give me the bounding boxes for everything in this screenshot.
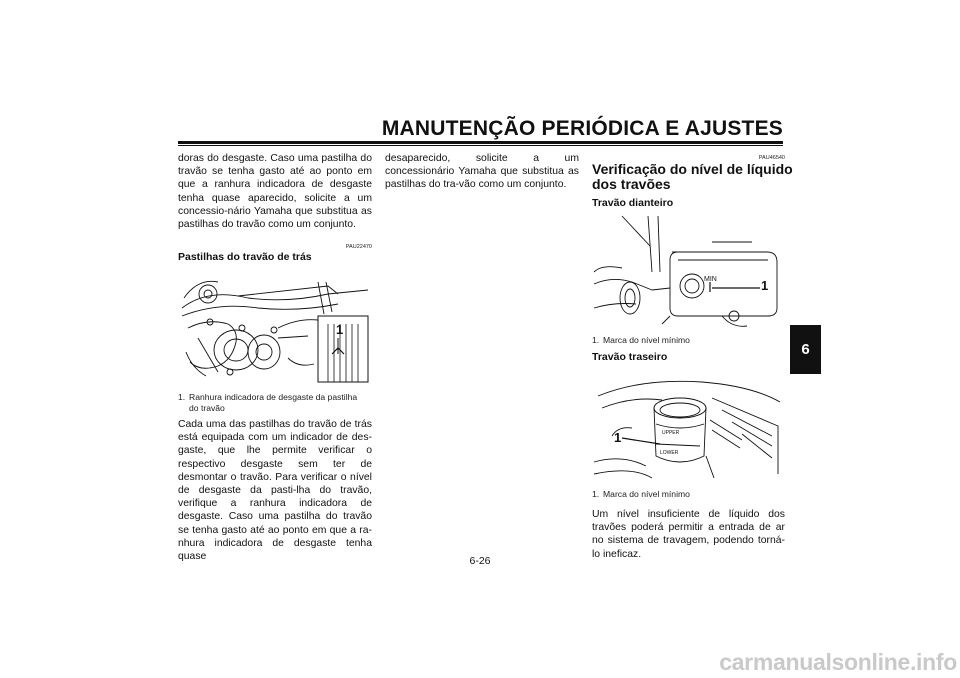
upper-mark-label: UPPER [662,430,680,436]
pad-figure-caption: 1. Ranhura indicadora de desgaste da pastilha do travão [178,392,358,413]
rear-reservoir-illustration [592,366,785,484]
min-mark-label: MIN [704,276,717,283]
pad-callout-number: 1 [336,322,344,337]
page-title: MANUTENÇÃO PERIÓDICA E AJUSTES [381,117,783,140]
front-reservoir-illustration [592,212,785,330]
front-brake-subheading: Travão dianteiro [592,197,674,209]
header-rule-thin [178,145,783,146]
lower-mark-label: LOWER [660,450,679,456]
rear-figure-caption: 1. Marca do nível mínimo [592,489,690,499]
section-code: PAU22470 [345,244,372,250]
header-rule [178,141,783,144]
section-code-fluid: PAU46540 [758,155,785,161]
page-number: 6-26 [469,555,491,567]
rear-brake-subheading: Travão traseiro [592,351,668,363]
rear-pads-heading: Pastilhas do travão de trás [178,251,312,263]
rear-brake-pad-illustration [178,268,372,386]
fluid-level-heading: Verificação do nível de líquido dos travões [592,161,793,192]
pad-wear-paragraph: Cada uma das pastilhas do travão de trás está equipada com um indicador de des-gaste, que lhe permite verificar o respectivo desgaste sem ter de desmontar o travão. Para verificar o nível de desgaste da pasti-lha do travão, verifique a ranhura indicadora de desgaste. Caso uma pastilha do travão se tenha gasto até ao ponto em que a ra-nhura indicadora de desgaste tenha quase [178,419,372,563]
rear-callout-number: 1 [614,430,622,445]
intro-paragraph: doras do desgaste. Caso uma pastilha do travão se tenha gasto até ao ponto em que a ranhura indicadora de desgaste tenha quase aparecido, solicite a um concessio-nário Yamaha que substitua as pastilhas do travão como um conjunto. [178,153,372,231]
chapter-tab[interactable]: 6 [790,325,821,374]
continued-paragraph: desaparecido, solicite a um concessionário Yamaha que substitua as pastilhas do tra-vão como um conjunto. [385,153,579,191]
front-figure-caption: 1. Marca do nível mínimo [592,335,690,345]
watermark: carmanualsonline.info [719,649,957,675]
fluid-warning-paragraph: Um nível insuficiente de líquido dos travões poderá permitir a entrada de ar no sistema de travagem, podendo torná-lo ineficaz. [592,509,785,560]
front-callout-number: 1 [761,278,769,293]
